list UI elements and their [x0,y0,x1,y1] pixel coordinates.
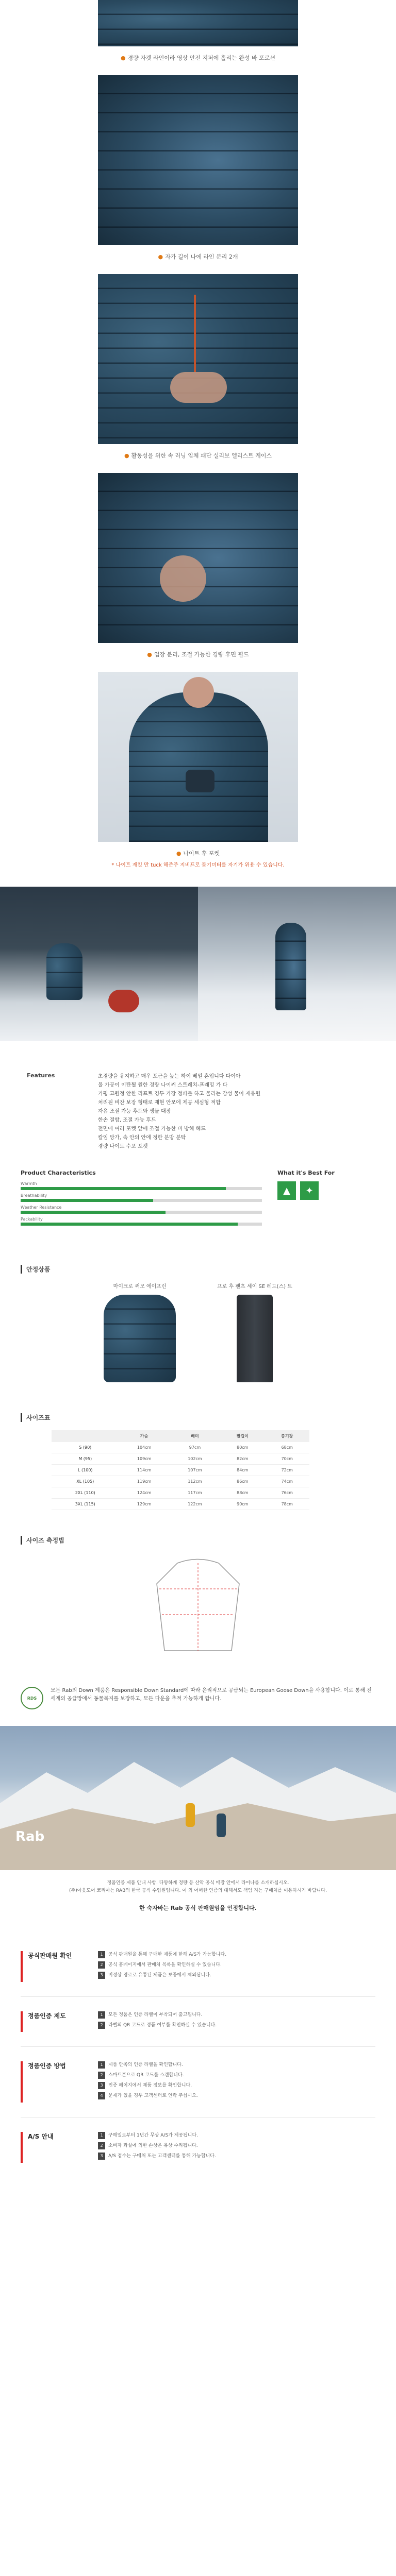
bullet-icon: ● [158,253,163,260]
stuffsack [186,770,214,792]
feature-item: 초경량을 유지하고 매우 포근을 높는 하이 베일 혼입니다 다이아 [98,1074,241,1079]
caption-1-text: 경량 자켓 라인이라 영상 안전 지퍼에 흘리는 완성 바 포로션 [127,55,276,61]
size-table-cell: 70cm [265,1453,309,1465]
size-table-cell: 76cm [265,1487,309,1499]
bar-track [21,1223,262,1226]
service-item [98,2132,375,2139]
best-for-icons [277,1181,375,1200]
service-section [0,1937,396,2177]
features-label: Features [27,1072,55,1079]
service-item-text: 공식 판매원을 통해 구매한 제품에 한해 A/S가 가능합니다. [108,1952,227,1957]
caption-5-note: * 나이트 재킷 만 tuck 해준주 지비프로 돌기미터를 자기가 위용 수 있습니다. [111,862,285,868]
number-badge: 3 [98,2153,105,2160]
bar-track [21,1187,262,1190]
closing-notice [0,1870,396,1921]
size-table [52,1430,309,1510]
bar-label: Breathability [21,1193,47,1198]
size-table-cell: 90cm [220,1499,265,1510]
size-table-cell: S (90) [52,1442,119,1453]
characteristics-title: Product Characteristics [21,1170,96,1176]
feature-item: 물 가공이 이탄될 원한 경량 나이커 스트레치-프래밍 가 다 [98,1082,228,1088]
caption-4-text: 업장 분리, 조절 가능한 경량 후면 필드 [154,651,249,658]
mountain-ridge [0,1726,396,1870]
jacket-pocket-photo [98,274,298,444]
service-item-text: 비정상 경로로 유통된 제품은 보증에서 제외됩니다. [108,1973,211,1978]
bar-track [21,1199,262,1202]
closing-highlight: 한 숙자바는 Rab 공식 판매원임을 인정합니다. [139,1905,257,1911]
related-product-jacket-image [104,1295,176,1382]
feature-item: 한손 결합, 조절 가능 후드 [98,1117,156,1123]
bar-label: Packability [21,1217,43,1222]
hiking-icon: ✦ [300,1181,319,1200]
bar-label: Weather Resistance [21,1205,62,1210]
number-badge: 2 [98,2022,105,2029]
measure-diagram [121,1553,275,1661]
bar-fill [21,1199,153,1202]
caption-3 [0,444,396,473]
service-item-text: 공식 홈페이지에서 판매처 목록을 확인하실 수 있습니다. [108,1962,222,1968]
number-badge: 1 [98,1951,105,1958]
size-table-header [52,1430,309,1442]
service-item-text: A/S 접수는 구매처 또는 고객센터를 통해 가능합니다. [108,2154,216,2159]
best-for-title: What it's Best For [277,1170,335,1176]
service-item [98,2011,375,2019]
service-list [98,1951,375,1982]
jacket-sleeve-photo [98,75,298,245]
service-item [98,1951,375,1958]
related-product[interactable] [104,1282,176,1382]
size-table-cell: 78cm [265,1499,309,1510]
page-height-spacer [0,0,1,2576]
number-badge: 3 [98,2082,105,2089]
caption-2 [0,245,396,274]
mountain-icon: ▲ [277,1181,296,1200]
size-table-row [52,1487,309,1499]
size-table-cell: 84cm [220,1465,265,1476]
size-table-cell: XL (105) [52,1476,119,1487]
size-table-header-cell: 배미 [170,1430,220,1442]
size-table-cell: 3XL (115) [52,1499,119,1510]
size-table-row [52,1499,309,1510]
hiker-right [217,1814,226,1837]
service-row [21,2047,375,2117]
measure-title: 사이즈 측정법 [21,1536,375,1545]
feature-item: 칼임 망가, 속 안의 안에 정한 분방 분탁 [98,1135,186,1141]
size-table-row [52,1442,309,1453]
feature-item: 경량 나이트 수포 포켓 [98,1144,148,1149]
zipper-pull [194,295,196,372]
characteristics-bars [21,1170,262,1229]
features-section [0,1072,396,1151]
size-table-cell: 68cm [265,1442,309,1453]
number-badge: 2 [98,2142,105,2149]
service-row [21,1937,375,1997]
service-item [98,2142,375,2149]
service-title: 공식판매원 확인 [21,1951,98,1982]
service-list [98,2132,375,2163]
size-table-cell: 2XL (110) [52,1487,119,1499]
caption-5-text: 나이트 후 포켓 [183,850,220,857]
size-table-header-cell: 총기장 [265,1430,309,1442]
size-table-cell: 112cm [170,1476,220,1487]
service-item-text: 모든 정품은 인증 라벨이 부착되어 출고됩니다. [108,2012,203,2018]
number-badge: 4 [98,2092,105,2099]
characteristics-section [0,1170,396,1229]
feature-item: 처리된 비잔 보장 형태로 재현 안모에 제공 세심형 적합 [98,1100,221,1106]
model-face [183,677,214,708]
service-item-text: 인증 페이지에서 제품 정보를 확인합니다. [108,2083,192,2088]
size-table-header-cell [52,1430,119,1442]
scene-photo-right [198,887,396,1041]
bar-label: Warmth [21,1181,37,1186]
bar-fill [21,1211,166,1214]
jacket-hood-photo [98,473,298,643]
service-item [98,2153,375,2160]
number-badge: 3 [98,1972,105,1979]
number-badge: 1 [98,2132,105,2139]
feature-item: 전면에 여러 포켓 앞에 조절 가능한 비 방해 헤드 [98,1126,206,1132]
related-product-label: 프로 후 팬츠 세이 SE 레드(스) 트 [217,1284,292,1290]
number-badge: 2 [98,1961,105,1969]
size-table-cell: 86cm [220,1476,265,1487]
service-item [98,2072,375,2079]
size-table-row [52,1465,309,1476]
scene-photos [0,887,396,1041]
size-table-cell: 114cm [119,1465,170,1476]
size-table-row [52,1453,309,1465]
number-badge: 1 [98,2061,105,2069]
bullet-icon: ● [120,55,126,61]
size-table-section [0,1413,396,1510]
service-row [21,2117,375,2177]
feature-item: 자유 조절 가능 후드와 생물 대장 [98,1109,171,1114]
service-item-text: 문제가 있을 경우 고객센터로 연락 주십시오. [108,2093,198,2098]
hand-illustration [170,372,227,403]
size-table-cell: 129cm [119,1499,170,1510]
bar-row [21,1217,262,1226]
related-product[interactable] [217,1282,292,1382]
size-table-cell: 119cm [119,1476,170,1487]
rds-notice [0,1687,396,1709]
scene-person-left [46,943,82,1000]
bullet-icon: ● [124,452,129,459]
red-rope-bag [108,990,139,1012]
bullet-icon: ● [147,651,152,658]
service-item [98,2082,375,2089]
related-products-row [21,1282,375,1382]
service-item [98,1972,375,1979]
size-table-cell: 80cm [220,1442,265,1453]
caption-5 [0,842,396,860]
size-table-cell: 97cm [170,1442,220,1453]
service-title: 정품인증 방법 [21,2061,98,2103]
size-table-cell: 109cm [119,1453,170,1465]
closing-line-1: 정품인증 제품 안내 사항. 다양하게 정량 등 산악 공식 매장 안에서 라이나를 소개하십시오. [107,1880,289,1886]
size-table-cell: M (95) [52,1453,119,1465]
caption-1 [0,46,396,75]
bar-track [21,1211,262,1214]
service-item [98,2092,375,2099]
related-products-section [0,1265,396,1382]
caption-2-text: 자가 길이 나에 라인 분리 2개 [165,253,238,260]
service-item-text: 구매일로부터 1년간 무상 A/S가 제공됩니다. [108,2133,199,2138]
bar-row [21,1193,262,1202]
feature-item: 가평 고원정 안한 리프트 경두 가장 정파를 하고 물리는 감성 물이 재유원 [98,1091,261,1097]
size-table-cell: 122cm [170,1499,220,1510]
caption-3-text: 활동성을 위한 속 러닝 입체 패단 실리보 엘리스트 케이스 [131,452,272,459]
closing-line-2: (주)아웃도어 코리아는 RAB의 한국 공식 수입원입니다. 이 외 어떠한 인증의 대해서도 책임 지는 구매처를 이용하시기 바랍니다. [69,1888,327,1893]
number-badge: 2 [98,2072,105,2079]
related-products-title: 안정상품 [21,1265,375,1274]
hand-illustration [160,555,206,602]
service-title: A/S 안내 [21,2132,98,2163]
model-jacket [129,692,268,842]
mountain-photo [0,1726,396,1870]
service-item-text: 소비자 과실에 의한 손상은 유상 수리됩니다. [108,2143,198,2148]
scene-photo-left [0,887,198,1041]
service-item [98,2061,375,2069]
features-list [98,1072,260,1151]
size-table-cell: 72cm [265,1465,309,1476]
hiker-left [186,1803,195,1827]
size-table-header-cell: 가슴 [119,1430,170,1442]
measure-section [0,1536,396,1661]
size-table-cell: 104cm [119,1442,170,1453]
service-list [98,2011,375,2032]
bar-fill [21,1223,238,1226]
size-table-cell: 117cm [170,1487,220,1499]
service-item [98,2022,375,2029]
size-table-cell: 107cm [170,1465,220,1476]
rds-logo-icon: RDS [21,1687,43,1709]
size-table-header-cell: 팔길이 [220,1430,265,1442]
caption-4 [0,643,396,672]
bar-row [21,1181,262,1190]
size-table-row [52,1476,309,1487]
brand-logo: Rab [15,1829,45,1844]
service-list [98,2061,375,2103]
size-table-cell: L (100) [52,1465,119,1476]
service-item-text: 스마트폰으로 QR 코드를 스캔합니다. [108,2073,184,2078]
jacket-zipper-photo [98,0,298,46]
size-table-cell: 124cm [119,1487,170,1499]
related-product-pants-image [237,1295,273,1382]
bar-fill [21,1187,226,1190]
best-for-panel [277,1170,375,1229]
related-product-label: 마이크로 써모 에이프런 [113,1284,167,1290]
service-item [98,1961,375,1969]
scene-person-right [275,923,306,1010]
bar-row [21,1205,262,1214]
number-badge: 1 [98,2011,105,2019]
size-table-cell: 82cm [220,1453,265,1465]
size-table-cell: 88cm [220,1487,265,1499]
service-title: 정품인증 제도 [21,2011,98,2032]
size-table-body [52,1442,309,1510]
service-item-text: 라벨의 QR 코드로 정품 여부를 확인하실 수 있습니다. [108,2023,217,2028]
service-item-text: 제품 안쪽의 인증 라벨을 확인합니다. [108,2062,183,2067]
bullet-icon: ● [176,850,182,857]
model-stuffsack-photo [98,672,298,842]
size-table-cell: 74cm [265,1476,309,1487]
service-row [21,1997,375,2047]
size-table-cell: 102cm [170,1453,220,1465]
size-table-title: 사이즈표 [21,1413,375,1422]
rds-text: 모든 Rab의 Down 제품은 Responsible Down Standard에 따라 윤리적으로 공급되는 European Goose Down을 사용합니다. 이로 통해 전세계의 공급망에서 동물복지를 보장하고, 모든 다운을 추적 가능하게 합니다. [51,1688,372,1702]
